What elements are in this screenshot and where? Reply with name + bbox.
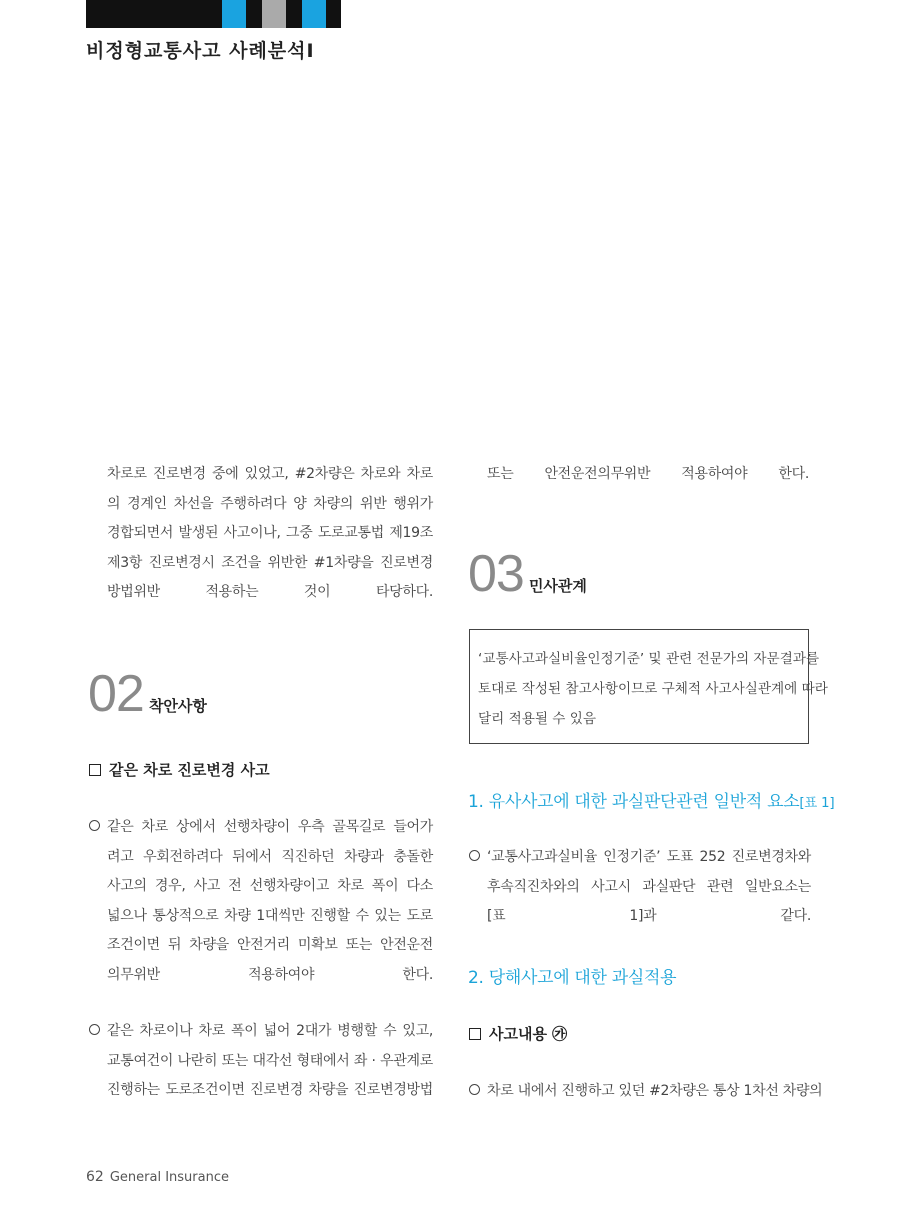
text-line: 차로 내에서 진행하고 있던 #2차량은 통상 1차선 차량의 [469, 1077, 811, 1107]
header-bar-segment [262, 0, 286, 28]
bullet-paragraph-4 [469, 1077, 823, 1107]
section-title: 착안사항 [148, 697, 207, 715]
page-footer [86, 1169, 229, 1185]
text-line: 사고의 경우, 사고 전 선행차량이고 차로 폭이 다소 [107, 878, 433, 894]
section-number: 02 [88, 665, 144, 723]
text-line: 달리 적용될 수 있음 [478, 711, 597, 727]
heading-general-factors [468, 787, 834, 812]
table-reference: [표 1] [799, 795, 835, 811]
circle-bullet-icon [469, 1084, 480, 1095]
subheading-same-lane [89, 759, 270, 780]
section-02-heading [88, 665, 207, 723]
circle-bullet-icon [469, 850, 480, 861]
text-line: 제3항 진로변경시 조건을 위반한 #1차량을 진로변경 [107, 554, 433, 571]
circle-bullet-icon [89, 820, 100, 831]
heading-fault-application: 2. 당해사고에 대한 과실적용 [468, 968, 677, 988]
text-line: 려고 우회전하려다 뒤에서 직진하던 차량과 충돌한 [107, 848, 433, 865]
header-bar-segment [302, 0, 326, 28]
bullet-paragraph-3 [469, 843, 811, 932]
left-intro-paragraph [107, 460, 433, 608]
bullet-paragraph-2 [89, 1017, 433, 1106]
section-title: 민사관계 [528, 577, 587, 595]
section-03-heading [468, 545, 587, 603]
text-line: 같은 차로이나 차로 폭이 넓어 2대가 병행할 수 있고, [89, 1017, 433, 1047]
text-line: 의 경계인 차선을 주행하려다 양 차량의 위반 행위가 [107, 495, 433, 512]
header-bar-segment [246, 0, 262, 28]
text-line: [표 1]과 같다. [487, 908, 811, 924]
magazine-name: General Insurance [109, 1170, 229, 1185]
header-bar-segment [326, 0, 341, 28]
page-number: 62 [86, 1169, 104, 1185]
text-line: 조건이면 뒤 차량을 안전거리 미확보 또는 안전운전 [107, 937, 433, 953]
subheading-text: 사고내용 ㉮ [489, 1025, 568, 1043]
header-bar-segment [86, 0, 222, 28]
subheading-text: 같은 차로 진로변경 사고 [109, 761, 270, 779]
text-line: 넓으나 통상적으로 차량 1대씩만 진행할 수 있는 도로 [107, 907, 433, 924]
text-line: ‘교통사고과실비율인정기준’ 및 관련 전문가의 자문결과를 [478, 651, 820, 667]
notice-text [478, 644, 828, 734]
heading-text: 1. 유사사고에 대한 과실판단관련 일반적 요소 [468, 792, 800, 812]
subheading-accident-content [469, 1023, 567, 1044]
section-number: 03 [468, 545, 524, 603]
text-line: 방법위반 적용하는 것이 타당하다. [107, 584, 433, 600]
text-line: ‘교통사고과실비율 인정기준’ 도표 252 진로변경차와 [469, 843, 811, 873]
text-line: 진행하는 도로조건이면 진로변경 차량을 진로변경방법 [107, 1082, 433, 1098]
text-line: 토대로 작성된 참고사항이므로 구체적 사고사실관계에 따라 [478, 681, 828, 697]
header-bar-segment [286, 0, 302, 28]
right-intro-line [487, 460, 809, 490]
text-line: 경합되면서 발생된 사고이나, 그중 도로교통법 제19조 [107, 525, 433, 541]
square-bullet-icon [89, 764, 101, 776]
page-header-title: 비정형교통사고 사례분석Ⅰ [86, 40, 315, 62]
text-line: 후속직진차와의 사고시 과실판단 관련 일반요소는 [487, 878, 811, 895]
text-line: 의무위반 적용하여야 한다. [107, 966, 433, 983]
header-bar-segment [222, 0, 246, 28]
text-line: 교통여건이 나란히 또는 대각선 형태에서 좌 · 우관계로 [107, 1052, 433, 1069]
text-line: 또는 안전운전의무위반 적용하여야 한다. [487, 466, 809, 482]
notice-box [469, 629, 828, 744]
text-line: 같은 차로 상에서 선행차량이 우측 골목길로 들어가 [89, 813, 433, 843]
bullet-paragraph-1 [89, 813, 433, 990]
circle-bullet-icon [89, 1024, 100, 1035]
square-bullet-icon [469, 1028, 481, 1040]
text-line: 차로로 진로변경 중에 있었고, #2차량은 차로와 차로 [107, 466, 433, 482]
